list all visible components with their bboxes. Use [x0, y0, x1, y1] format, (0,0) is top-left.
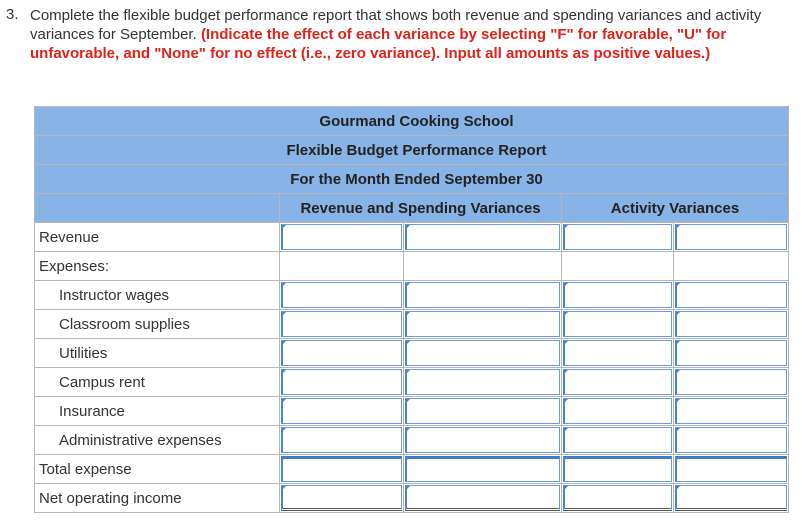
table-row — [35, 397, 789, 426]
amount-input-activity[interactable] — [563, 224, 672, 250]
row-label: Campus rent — [35, 368, 280, 397]
value-cell — [562, 281, 674, 310]
value-cell — [280, 310, 404, 339]
effect-select-rev-spend[interactable] — [405, 282, 560, 308]
input-marker-icon — [281, 312, 286, 317]
input-marker-icon — [675, 428, 680, 433]
input-marker-icon — [281, 399, 286, 404]
value-cell — [280, 397, 404, 426]
value-cell — [280, 368, 404, 397]
value-cell — [280, 426, 404, 455]
effect-select-rev-spend[interactable] — [405, 369, 560, 395]
amount-input-rev-spend[interactable] — [281, 485, 402, 511]
table-row — [35, 223, 789, 252]
effect-select-activity[interactable] — [675, 282, 787, 308]
row-label: Classroom supplies — [35, 310, 280, 339]
value-cell — [674, 368, 789, 397]
amount-input-activity[interactable] — [563, 456, 672, 482]
value-cell — [404, 339, 562, 368]
effect-select-activity[interactable] — [675, 427, 787, 453]
value-cell — [280, 281, 404, 310]
value-cell — [674, 310, 789, 339]
input-marker-icon — [405, 399, 410, 404]
input-marker-icon — [405, 312, 410, 317]
row-label: Insurance — [35, 397, 280, 426]
value-cell — [674, 223, 789, 252]
value-cell — [562, 484, 674, 513]
amount-input-activity[interactable] — [563, 369, 672, 395]
header-row-title — [35, 136, 789, 165]
input-marker-icon — [281, 486, 286, 491]
effect-select-rev-spend[interactable] — [405, 340, 560, 366]
amount-input-activity[interactable] — [563, 340, 672, 366]
effect-select-activity[interactable] — [675, 311, 787, 337]
value-cell — [674, 281, 789, 310]
amount-input-rev-spend[interactable] — [281, 282, 402, 308]
effect-select-activity[interactable] — [675, 340, 787, 366]
input-marker-icon — [675, 312, 680, 317]
report-company: Gourmand Cooking School — [319, 112, 514, 130]
effect-select-rev-spend[interactable] — [405, 224, 560, 250]
effect-select-activity[interactable] — [675, 456, 787, 482]
input-marker-icon — [563, 399, 568, 404]
input-marker-icon — [405, 486, 410, 491]
input-marker-icon — [675, 341, 680, 346]
value-cell — [562, 252, 674, 281]
value-cell — [562, 339, 674, 368]
input-marker-icon — [563, 283, 568, 288]
table-row — [35, 310, 789, 339]
value-cell — [562, 310, 674, 339]
value-cell — [674, 339, 789, 368]
effect-select-activity[interactable] — [675, 224, 787, 250]
input-marker-icon — [675, 370, 680, 375]
question-body: Complete the flexible budget performance report that shows both revenue and spending variances and activity variances for September. — [30, 7, 762, 43]
input-marker-icon — [405, 457, 410, 462]
effect-select-activity[interactable] — [675, 398, 787, 424]
input-marker-icon — [281, 457, 286, 462]
value-cell — [404, 426, 562, 455]
input-marker-icon — [405, 283, 410, 288]
table-row — [35, 368, 789, 397]
effect-select-rev-spend[interactable] — [405, 311, 560, 337]
question-number: 3. — [6, 6, 19, 23]
input-marker-icon — [675, 399, 680, 404]
table-row — [35, 281, 789, 310]
value-cell — [404, 252, 562, 281]
amount-input-rev-spend[interactable] — [281, 456, 402, 482]
input-marker-icon — [675, 457, 680, 462]
amount-input-activity[interactable] — [563, 282, 672, 308]
amount-input-activity[interactable] — [563, 485, 672, 511]
row-label: Utilities — [35, 339, 280, 368]
header-row-columns — [35, 194, 789, 223]
table-row — [35, 426, 789, 455]
amount-input-rev-spend[interactable] — [281, 224, 402, 250]
effect-select-rev-spend[interactable] — [405, 456, 560, 482]
header-row-company — [35, 107, 789, 136]
row-label: Administrative expenses — [35, 426, 280, 455]
input-marker-icon — [281, 225, 286, 230]
report-period: For the Month Ended September 30 — [290, 170, 543, 188]
input-marker-icon — [405, 225, 410, 230]
input-marker-icon — [405, 341, 410, 346]
table-row — [35, 455, 789, 484]
value-cell — [280, 455, 404, 484]
input-marker-icon — [675, 225, 680, 230]
value-cell — [562, 455, 674, 484]
input-marker-icon — [563, 312, 568, 317]
input-marker-icon — [563, 370, 568, 375]
row-label: Total expense — [35, 455, 280, 484]
value-cell — [674, 484, 789, 513]
input-marker-icon — [281, 370, 286, 375]
input-marker-icon — [675, 283, 680, 288]
question-text — [30, 6, 790, 63]
value-cell — [404, 484, 562, 513]
value-cell — [404, 281, 562, 310]
effect-select-activity[interactable] — [675, 369, 787, 395]
input-marker-icon — [563, 225, 568, 230]
effect-select-activity[interactable] — [675, 485, 787, 511]
input-marker-icon — [563, 428, 568, 433]
input-marker-icon — [563, 341, 568, 346]
amount-input-activity[interactable] — [563, 398, 672, 424]
input-marker-icon — [563, 486, 568, 491]
value-cell — [404, 455, 562, 484]
question-instruction: (Indicate the effect of each variance by selecting "F" for favorable, "U" for unfavorable, and "None" for no effect (i.e., zero variance). Input all amounts as positive values.) — [30, 26, 727, 62]
value-cell — [674, 426, 789, 455]
table-row — [35, 252, 789, 281]
report-title: Flexible Budget Performance Report — [286, 141, 547, 159]
column-header-activity: Activity Variances — [562, 194, 789, 223]
value-cell — [404, 223, 562, 252]
value-cell — [562, 426, 674, 455]
amount-input-rev-spend[interactable] — [281, 427, 402, 453]
row-label: Revenue — [35, 223, 280, 252]
input-marker-icon — [405, 370, 410, 375]
row-label: Expenses: — [35, 252, 280, 281]
value-cell — [562, 397, 674, 426]
table-row — [35, 484, 789, 513]
value-cell — [562, 368, 674, 397]
amount-input-rev-spend[interactable] — [281, 398, 402, 424]
value-cell — [280, 223, 404, 252]
value-cell — [562, 223, 674, 252]
value-cell — [674, 252, 789, 281]
amount-input-rev-spend[interactable] — [281, 311, 402, 337]
input-marker-icon — [675, 486, 680, 491]
value-cell — [280, 339, 404, 368]
amount-input-rev-spend[interactable] — [281, 369, 402, 395]
row-label: Net operating income — [35, 484, 280, 513]
value-cell — [280, 252, 404, 281]
amount-input-activity[interactable] — [563, 427, 672, 453]
row-label: Instructor wages — [35, 281, 280, 310]
value-cell — [674, 397, 789, 426]
amount-input-rev-spend[interactable] — [281, 340, 402, 366]
effect-select-rev-spend[interactable] — [405, 427, 560, 453]
input-marker-icon — [281, 283, 286, 288]
effect-select-rev-spend[interactable] — [405, 485, 560, 511]
input-marker-icon — [281, 341, 286, 346]
header-blank-cell — [35, 194, 280, 223]
column-header-revenue-spending: Revenue and Spending Variances — [280, 194, 562, 223]
effect-select-rev-spend[interactable] — [405, 398, 560, 424]
amount-input-activity[interactable] — [563, 311, 672, 337]
input-marker-icon — [281, 428, 286, 433]
performance-report-table — [34, 106, 789, 513]
input-marker-icon — [405, 428, 410, 433]
value-cell — [404, 397, 562, 426]
input-marker-icon — [563, 457, 568, 462]
value-cell — [404, 310, 562, 339]
value-cell — [404, 368, 562, 397]
value-cell — [280, 484, 404, 513]
header-row-period — [35, 165, 789, 194]
value-cell — [674, 455, 789, 484]
table-row — [35, 339, 789, 368]
